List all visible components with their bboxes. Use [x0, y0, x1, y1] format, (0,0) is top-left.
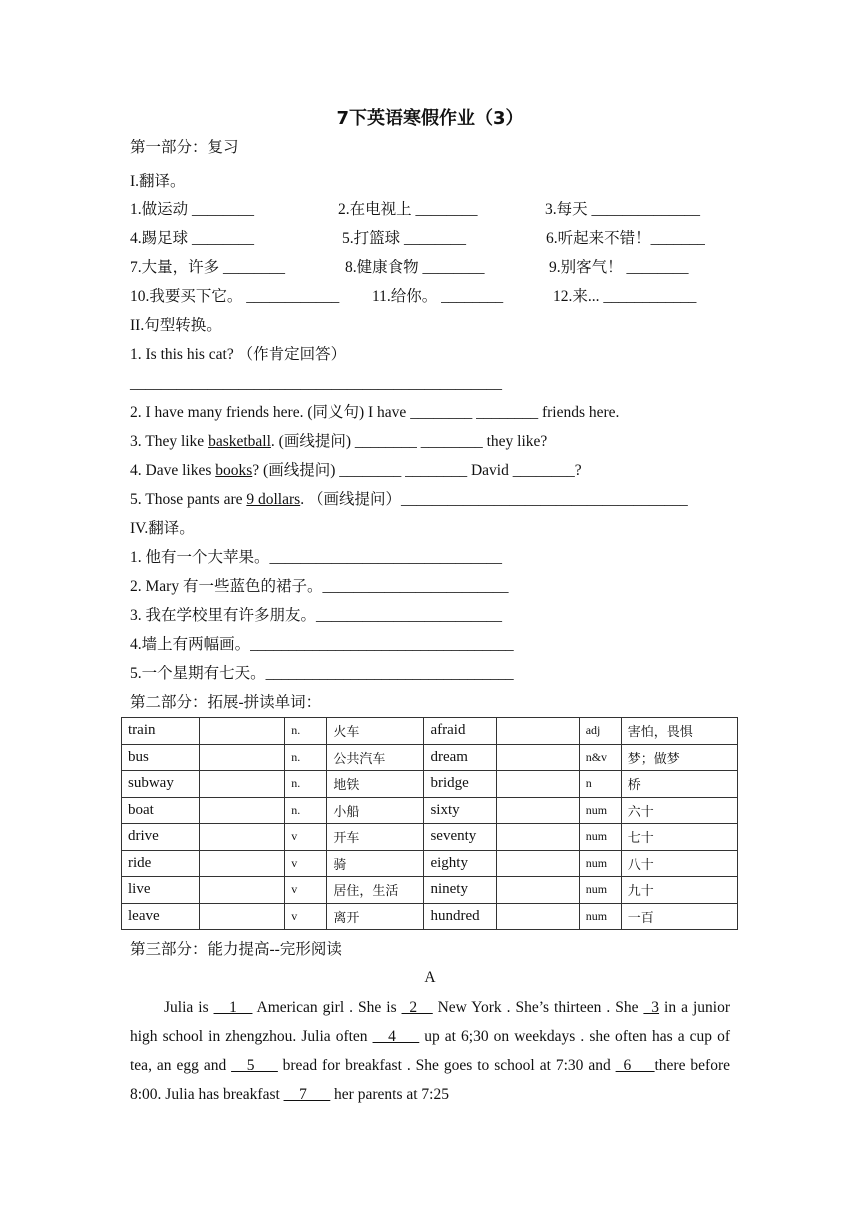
vocab-cell: 居住，生活: [327, 877, 424, 904]
passage-text: her parents at 7:25: [330, 1086, 449, 1103]
vocab-row: [122, 850, 738, 877]
trans-item: 11.给你。 ________: [372, 288, 504, 305]
answer-blank: ________________________________________________: [130, 375, 502, 392]
vocab-row: [122, 718, 738, 745]
vocab-blank-cell[interactable]: [200, 877, 285, 904]
vocab-cell: adj: [579, 718, 621, 745]
vocab-cell: ninety: [424, 877, 496, 904]
vocab-cell: dream: [424, 744, 496, 771]
vocab-cell: 骑: [327, 850, 424, 877]
vocab-blank-cell[interactable]: [496, 824, 579, 851]
vocab-blank-cell[interactable]: [496, 718, 579, 745]
vocab-cell: 公共汽车: [327, 744, 424, 771]
cloze-blank: __1__: [213, 999, 253, 1016]
vocab-blank-cell[interactable]: [496, 877, 579, 904]
passage-label: A: [424, 969, 436, 986]
vocab-cell: 桥: [621, 771, 737, 798]
vocab-blank-cell[interactable]: [200, 903, 285, 930]
passage-text: Julia is: [164, 999, 214, 1016]
vocab-cell: train: [122, 718, 200, 745]
vocab-cell: 离开: [327, 903, 424, 930]
cloze-blank: __5___: [231, 1057, 278, 1074]
vocab-row: [122, 903, 738, 930]
vocab-cell: n&v: [579, 744, 621, 771]
trans-item: 12.来... ____________: [553, 288, 697, 305]
translation-item: 1. 他有一个大苹果。______________________________: [130, 549, 503, 566]
vocab-cell: 梦；做梦: [621, 744, 737, 771]
vocab-blank-cell[interactable]: [496, 797, 579, 824]
vocab-cell: 地铁: [327, 771, 424, 798]
vocab-cell: bridge: [424, 771, 496, 798]
vocab-cell: num: [579, 850, 621, 877]
translation-item: 3. 我在学校里有许多朋友。________________________: [130, 607, 503, 624]
trans-item: 6.听起来不错！_______: [546, 230, 705, 247]
vocab-cell: num: [579, 903, 621, 930]
translation-item: 5.一个星期有七天。________________________________: [130, 665, 514, 682]
cloze-passage: [130, 993, 730, 1109]
vocab-table: [121, 717, 738, 930]
cloze-blank: _3: [643, 999, 660, 1016]
vocab-blank-cell[interactable]: [200, 850, 285, 877]
trans-item: 10.我要买下它。 ____________: [130, 288, 340, 305]
vocab-blank-cell[interactable]: [200, 744, 285, 771]
passage-text: New York . She’s thirteen . She: [432, 999, 644, 1016]
vocab-cell: hundred: [424, 903, 496, 930]
vocab-cell: n.: [285, 718, 327, 745]
vocab-cell: seventy: [424, 824, 496, 851]
vocab-cell: 火车: [327, 718, 424, 745]
vocab-blank-cell[interactable]: [496, 850, 579, 877]
vocab-blank-cell[interactable]: [200, 797, 285, 824]
cloze-blank: _2__: [401, 999, 433, 1016]
vocab-cell: 一百: [621, 903, 737, 930]
vocab-cell: live: [122, 877, 200, 904]
vocab-cell: v: [285, 903, 327, 930]
vocab-cell: sixty: [424, 797, 496, 824]
vocab-blank-cell[interactable]: [496, 771, 579, 798]
vocab-row: [122, 771, 738, 798]
vocab-cell: boat: [122, 797, 200, 824]
vocab-cell: 八十: [621, 850, 737, 877]
vocab-cell: 九十: [621, 877, 737, 904]
vocab-cell: n.: [285, 744, 327, 771]
question-3: 3. They like basketball. (画线提问) ________ ________ they like?: [130, 433, 548, 450]
vocab-row: [122, 877, 738, 904]
vocab-cell: v: [285, 877, 327, 904]
passage-text: in a junior high school in zhengzhou. Julia often: [130, 999, 730, 1045]
sec1-heading: I.翻译。: [130, 173, 186, 190]
vocab-blank-cell[interactable]: [200, 771, 285, 798]
part2-heading: 第二部分：拓展-拼读单词：: [130, 694, 322, 711]
vocab-blank-cell[interactable]: [496, 744, 579, 771]
trans-item: 5.打篮球 ________: [342, 230, 467, 247]
sec4-heading: IV.翻译。: [130, 520, 195, 537]
translation-item: 2. Mary 有一些蓝色的裙子。________________________: [130, 578, 509, 595]
vocab-cell: 六十: [621, 797, 737, 824]
vocab-cell: num: [579, 877, 621, 904]
cloze-blank: __4___: [372, 1028, 420, 1045]
vocab-cell: 开车: [327, 824, 424, 851]
passage-text: up at 6;30 on weekdays . she often has a cup of tea, an egg and: [130, 1028, 731, 1074]
vocab-cell: n.: [285, 771, 327, 798]
vocab-cell: 害怕，畏惧: [621, 718, 737, 745]
part3-heading: 第三部分：能力提高--完形阅读: [130, 941, 342, 958]
vocab-blank-cell[interactable]: [200, 824, 285, 851]
vocab-cell: n.: [285, 797, 327, 824]
cloze-blank: __7___: [283, 1086, 331, 1103]
translation-item: 4.墙上有两幅画。__________________________________: [130, 636, 514, 653]
question-1: 1. Is this his cat? （作肯定回答）: [130, 346, 347, 363]
vocab-cell: eighty: [424, 850, 496, 877]
vocab-cell: 七十: [621, 824, 737, 851]
vocab-cell: v: [285, 824, 327, 851]
passage-text: there before 8:00. Julia has breakfast: [130, 1057, 730, 1103]
question-2: 2. I have many friends here. (同义句) I have ________ ________ friends here.: [130, 404, 620, 421]
vocab-cell: leave: [122, 903, 200, 930]
vocab-row: [122, 824, 738, 851]
trans-item: 8.健康食物 ________: [345, 259, 485, 276]
passage-text: bread for breakfast . She goes to school at 7:30 and: [277, 1057, 616, 1074]
vocab-cell: ride: [122, 850, 200, 877]
vocab-cell: 小船: [327, 797, 424, 824]
trans-item: 1.做运动 ________: [130, 201, 255, 218]
vocab-blank-cell[interactable]: [496, 903, 579, 930]
vocab-cell: n: [579, 771, 621, 798]
vocab-cell: drive: [122, 824, 200, 851]
trans-item: 7.大量，许多 ________: [130, 259, 286, 276]
trans-item: 9.别客气！ ________: [549, 259, 689, 276]
vocab-blank-cell[interactable]: [200, 718, 285, 745]
vocab-cell: num: [579, 824, 621, 851]
vocab-cell: subway: [122, 771, 200, 798]
question-4: 4. Dave likes books? (画线提问) ________ ________ David ________?: [130, 462, 582, 479]
trans-item: 4.踢足球 ________: [130, 230, 255, 247]
vocab-cell: num: [579, 797, 621, 824]
vocab-cell: v: [285, 850, 327, 877]
vocab-cell: bus: [122, 744, 200, 771]
part1-heading: 第一部分：复习: [130, 139, 239, 156]
vocab-row: [122, 797, 738, 824]
question-5: 5. Those pants are 9 dollars. （画线提问）_____________________________________: [130, 491, 688, 508]
trans-item: 2.在电视上 ________: [338, 201, 478, 218]
sec2-heading: II.句型转换。: [130, 317, 222, 334]
passage-text: American girl . She is: [252, 999, 402, 1016]
page-title: 7下英语寒假作业（3）: [336, 108, 524, 129]
cloze-blank: _6___: [615, 1057, 655, 1074]
vocab-row: [122, 744, 738, 771]
vocab-cell: afraid: [424, 718, 496, 745]
trans-item: 3.每天 ______________: [545, 201, 701, 218]
